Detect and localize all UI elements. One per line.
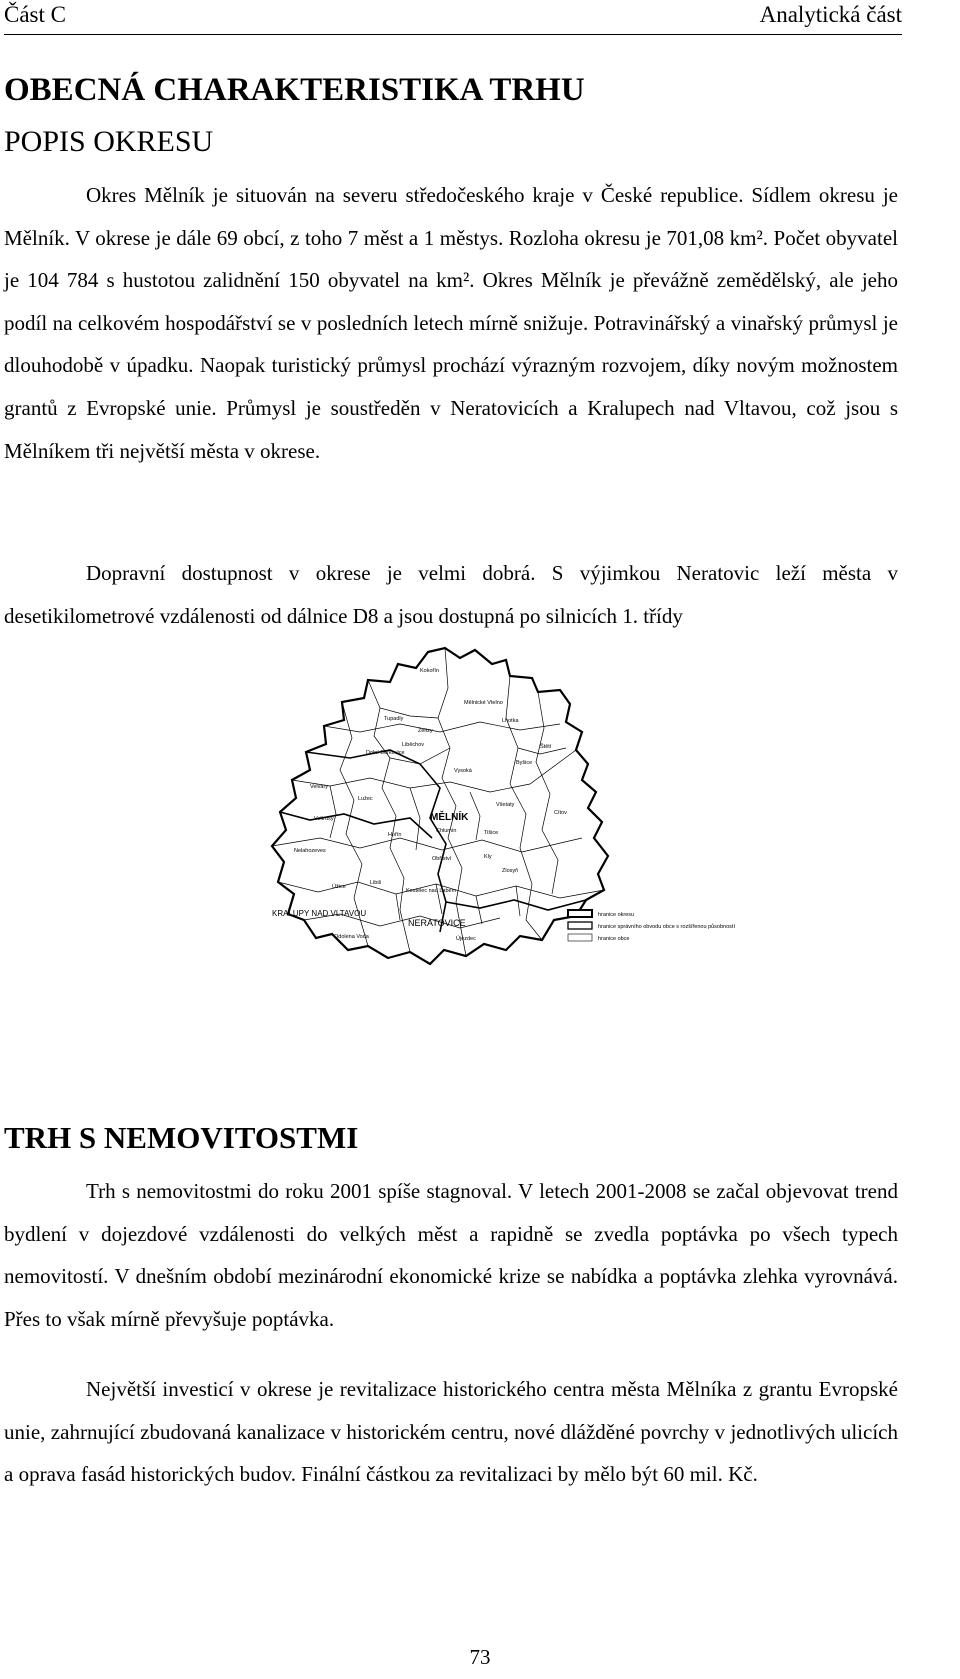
section-title-real-estate: TRH S NEMOVITOSTMI	[4, 1120, 359, 1155]
legend-label-district: hranice okresu	[598, 912, 635, 918]
place-label: Libiš	[370, 880, 382, 886]
place-label: Želízy	[418, 728, 433, 734]
city-label-kralupy: KRALUPY NAD VLTAVOU	[272, 909, 367, 918]
place-label: Úžice	[332, 884, 346, 890]
paragraph-district-description: Okres Mělník je situován na severu středočeského kraje v České republice. Sídlem okresu je Mělník. V okrese je dále 69 obcí, z toho 7 měst a 1 městys. Rozloha okresu je 701,08 km². Počet obyvatel je 104 784 s hustotou zalidnění 150 obyvatel na km². Okres Mělník je převážně zemědělský, ale jeho podíl na celkovém hospodářství se v posledních letech mírně snižuje. Potravinářský a vinařský průmysl je dlouhodobě v úpadku. Naopak turistický průmysl prochází výrazným rozvojem, díky novým možnostem grantů z Evropské unie. Průmysl je soustředěn v Neratovicích a Kralupech nad Vltavou, což jsou s Mělníkem tři největší města v okrese.	[4, 183, 898, 463]
place-label: Zlosyň	[502, 868, 519, 874]
paragraph-market: Trh s nemovitostmi do roku 2001 spíše stagnoval. V letech 2001-2008 se začal objevovat trend bydlení v dojezdové vzdálenosti do velkých měst a rapidně se zvedla poptávka po všech typech nemovitostí. V dnešním období mezinárodní ekonomické krize se nabídka a poptávka zlehka vyrovnává. Přes to však mírně převyšuje poptávka.	[4, 1179, 898, 1331]
place-label: Tišice	[484, 830, 499, 836]
legend-label-commune: hranice obce	[598, 936, 630, 942]
page-header	[4, 0, 902, 35]
place-label: Liběchov	[402, 742, 425, 748]
place-label: Nelahozeves	[294, 848, 326, 854]
legend-swatch-orp	[568, 922, 592, 929]
chapter-title: OBECNÁ CHARAKTERISTIKA TRHU	[4, 72, 585, 108]
page-number: 73	[469, 1645, 491, 1669]
place-label: Vysoká	[454, 768, 472, 774]
place-label: Obříství	[432, 856, 452, 862]
district-map-svg	[270, 668, 910, 1053]
paragraph-transport: Dopravní dostupnost v okrese je velmi dobrá. S výjimkou Neratovic leží města v desetikilometrové vzdálenosti od dálnice D8 a jsou dostupná po silnicích 1. třídy	[4, 561, 898, 628]
place-label: Mělnické Vtelno	[464, 700, 503, 706]
paragraph-investment: Největší investicí v okrese je revitalizace historického centra města Mělníka z grantu Evropské unie, zahrnující zbudovaná kanalizace v historickém centru, nové dlážděné povrchy v jednotlivých ulicích a oprava fasád historických budov. Finální částkou za revitalizaci by mělo být 60 mil. Kč.	[4, 1377, 898, 1487]
district-map	[270, 668, 910, 1053]
place-label: Velvary	[310, 784, 329, 790]
place-label: Kostelec nad Labem	[406, 888, 457, 894]
map-legend	[568, 910, 735, 942]
place-label: Veltrusy	[314, 816, 334, 822]
place-label: Hořín	[388, 832, 402, 838]
place-label: Chlumín	[436, 828, 457, 834]
place-label: Všetaty	[496, 802, 515, 808]
place-label: Lužec	[358, 796, 373, 802]
place-label: Kokořín	[420, 668, 439, 674]
place-label: Štětí	[540, 744, 552, 750]
legend-swatch-commune	[568, 934, 592, 941]
place-label: Kly	[484, 854, 492, 860]
city-label-neratovice: NERATOVICE	[408, 918, 466, 928]
place-label: Lhotka	[502, 718, 519, 724]
place-label: Újezdec	[456, 936, 476, 942]
header-section: Analytická část	[759, 2, 902, 27]
place-label: Cítov	[554, 810, 567, 816]
place-label: Tupadly	[384, 716, 404, 722]
city-label-melnik: MĚLNÍK	[430, 812, 469, 823]
legend-swatch-district	[568, 910, 592, 917]
section-title: POPIS OKRESU	[4, 125, 214, 158]
header-part: Část C	[4, 2, 66, 27]
place-label: Byšice	[516, 760, 533, 766]
place-label: Odolena Voda	[334, 934, 369, 940]
legend-label-orp: hranice správního obvodu obce s rozšířenou působností	[598, 924, 735, 930]
place-label: Dolní Beřkovice	[366, 750, 405, 756]
